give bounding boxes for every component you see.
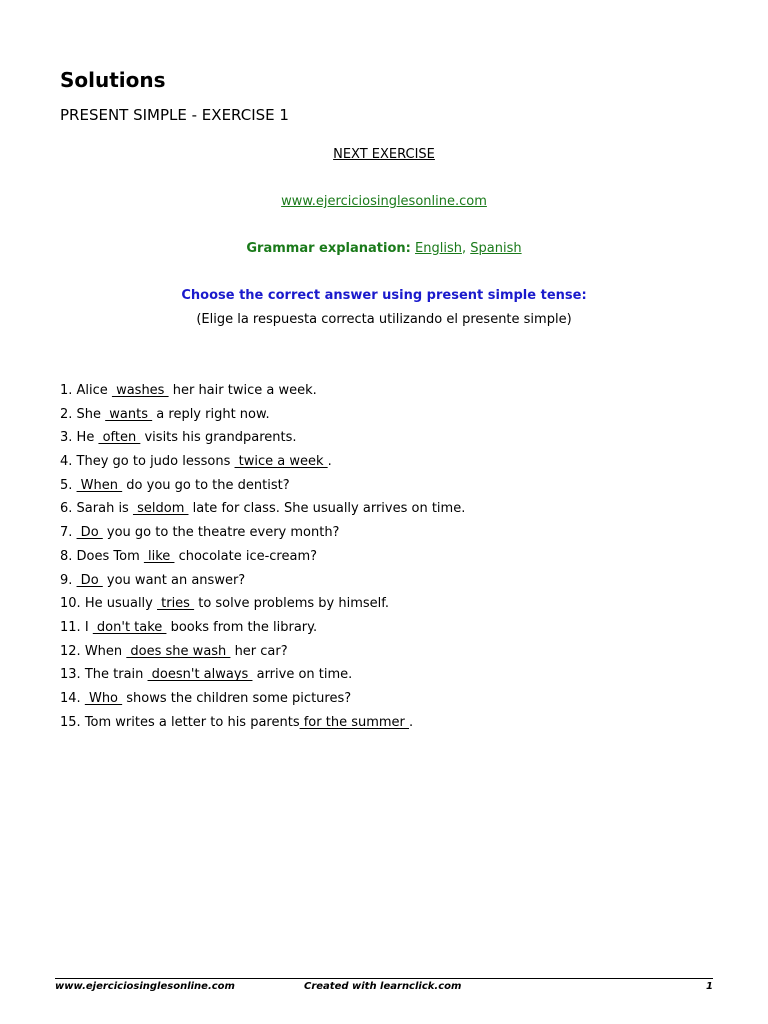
exercise-item	[60, 715, 465, 739]
footer-page-number: 1	[706, 981, 713, 992]
exercise-answer: like	[143, 548, 175, 564]
exercise-answer: tries	[157, 596, 195, 612]
exercise-text-after: books from the library.	[166, 619, 318, 635]
exercise-answer: doesn't always	[147, 667, 253, 683]
exercise-number: 5.	[60, 477, 73, 493]
exercise-text-before: The train	[80, 667, 148, 683]
exercise-number: 15.	[60, 714, 81, 730]
exercise-text-before: Sarah is	[72, 501, 133, 517]
exercise-text-before: She	[72, 406, 106, 422]
exercise-text-before: He usually	[80, 596, 157, 612]
exercise-item	[60, 596, 465, 620]
instruction-english: Choose the correct answer using present simple tense:	[181, 288, 587, 303]
exercise-text-before: Tom writes a letter to his parents	[80, 714, 300, 730]
grammar-label: Grammar explanation:	[246, 241, 411, 256]
exercise-item	[60, 478, 465, 502]
exercise-number: 2.	[60, 406, 73, 422]
exercise-number: 4.	[60, 454, 73, 470]
exercise-answer: for the summer	[299, 714, 410, 730]
instruction-spanish: (Elige la respuesta correcta utilizando el presente simple)	[196, 312, 572, 327]
exercise-number: 8.	[60, 548, 73, 564]
exercise-item	[60, 549, 465, 573]
exercise-answer: When	[76, 477, 123, 493]
exercise-answer: twice a week	[234, 454, 328, 470]
exercise-text-after: do you go to the dentist?	[122, 477, 290, 493]
exercise-item	[60, 430, 465, 454]
exercise-text-before: They go to judo lessons	[72, 454, 235, 470]
page-title: Solutions	[60, 68, 166, 92]
exercise-number: 11.	[60, 619, 81, 635]
exercise-text-before: When	[80, 643, 127, 659]
exercise-item	[60, 620, 465, 644]
exercise-answer: washes	[111, 383, 169, 398]
exercise-answer: Who	[84, 690, 123, 706]
exercise-text-before: Alice	[72, 383, 112, 398]
exercise-number: 1.	[60, 383, 73, 398]
exercise-list	[60, 383, 465, 738]
exercise-item	[60, 691, 465, 715]
exercise-text-after: a reply right now.	[152, 406, 270, 422]
exercise-number: 6.	[60, 501, 73, 517]
exercise-item	[60, 407, 465, 431]
exercise-text-after: visits his grandparents.	[140, 430, 297, 446]
exercise-text-after: her car?	[230, 643, 288, 659]
exercise-item	[60, 667, 465, 691]
next-exercise-link[interactable]: NEXT EXERCISE	[333, 147, 435, 162]
next-exercise-row	[0, 147, 768, 162]
grammar-english-link[interactable]: English	[415, 241, 462, 256]
exercise-number: 13.	[60, 667, 81, 683]
exercise-item	[60, 525, 465, 549]
exercise-item	[60, 383, 465, 407]
exercise-text-before: He	[72, 430, 99, 446]
exercise-text-before: I	[80, 619, 93, 635]
website-link[interactable]: www.ejerciciosinglesonline.com	[281, 194, 487, 209]
exercise-text-after: you go to the theatre every month?	[102, 525, 340, 541]
footer-website: www.ejerciciosinglesonline.com	[55, 981, 235, 992]
exercise-answer: Do	[76, 525, 103, 541]
exercise-text-after: you want an answer?	[102, 572, 246, 588]
exercise-text-after: late for class. She usually arrives on time.	[188, 501, 466, 517]
exercise-text-after: .	[327, 454, 332, 470]
grammar-explanation	[0, 241, 768, 256]
exercise-item	[60, 454, 465, 478]
grammar-separator: ,	[461, 241, 467, 256]
exercise-item	[60, 644, 465, 668]
exercise-text-after: .	[409, 714, 414, 730]
exercise-number: 12.	[60, 643, 81, 659]
exercise-answer: wants	[105, 406, 153, 422]
exercise-answer: seldom	[132, 501, 189, 517]
footer-divider	[55, 978, 713, 979]
exercise-answer: often	[98, 430, 141, 446]
exercise-answer: does she wash	[126, 643, 231, 659]
exercise-item	[60, 573, 465, 597]
exercise-text-after: shows the children some pictures?	[122, 690, 352, 706]
exercise-answer: Do	[76, 572, 103, 588]
website-row	[0, 194, 768, 209]
exercise-number: 14.	[60, 690, 81, 706]
exercise-number: 7.	[60, 525, 73, 541]
exercise-text-after: arrive on time.	[252, 667, 353, 683]
exercise-subtitle: PRESENT SIMPLE - EXERCISE 1	[60, 106, 289, 124]
exercise-text-after: chocolate ice-cream?	[174, 548, 318, 564]
exercise-text-after: to solve problems by himself.	[194, 596, 390, 612]
footer-credit: Created with learnclick.com	[304, 981, 462, 992]
exercise-text-before: Does Tom	[72, 548, 144, 564]
exercise-answer: don't take	[92, 619, 167, 635]
exercise-number: 10.	[60, 596, 81, 612]
exercise-item	[60, 501, 465, 525]
exercise-number: 3.	[60, 430, 73, 446]
exercise-number: 9.	[60, 572, 73, 588]
grammar-spanish-link[interactable]: Spanish	[470, 241, 522, 256]
exercise-text-after: her hair twice a week.	[168, 383, 317, 398]
